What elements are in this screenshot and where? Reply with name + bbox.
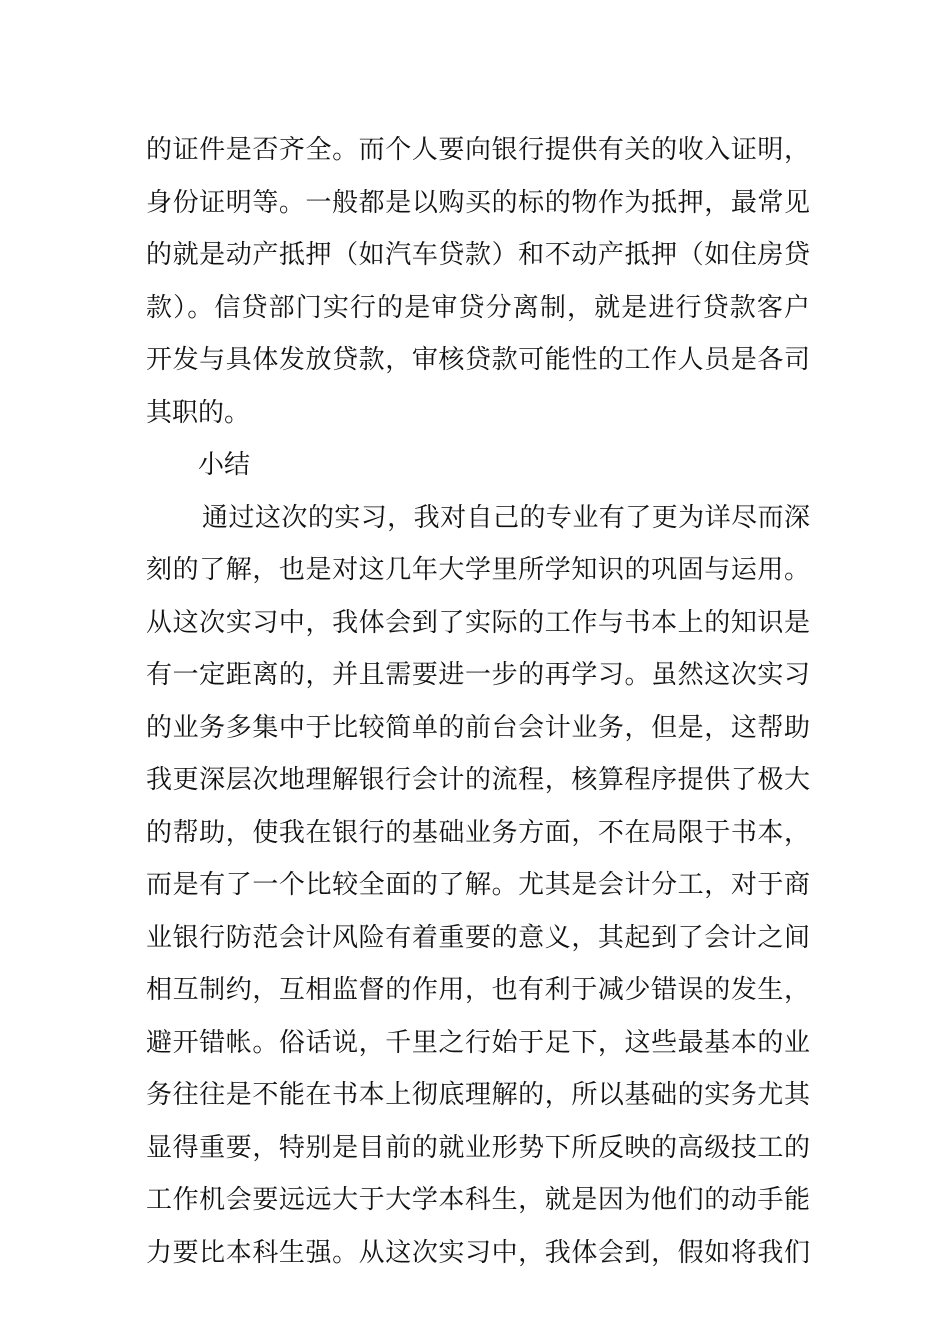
paragraph-line: 工作机会要远远大于大学本科生，就是因为他们的动手能 bbox=[146, 1185, 810, 1215]
paragraph-line: 的就是动产抵押（如汽车贷款）和不动产抵押（如住房贷 bbox=[146, 240, 810, 270]
paragraph-line: 的业务多集中于比较简单的前台会计业务，但是，这帮助 bbox=[146, 712, 810, 743]
paragraph-line: 通过这次的实习，我对自己的专业有了更为详尽而深 bbox=[202, 502, 810, 533]
paragraph-line: 的证件是否齐全。而个人要向银行提供有关的收入证明， bbox=[146, 135, 810, 165]
paragraph-line: 其职的。 bbox=[146, 397, 251, 428]
paragraph-line: 开发与具体发放贷款，审核贷款可能性的工作人员是各司 bbox=[146, 345, 810, 375]
document-body bbox=[146, 124, 810, 1279]
paragraph-line: 而是有了一个比较全面的了解。尤其是会计分工，对于商 bbox=[146, 870, 810, 900]
paragraph-line: 身份证明等。一般都是以购买的标的物作为抵押，最常见 bbox=[146, 187, 810, 218]
section-heading: 小结 bbox=[198, 450, 251, 480]
paragraph-line: 力要比本科生强。从这次实习中，我体会到，假如将我们 bbox=[146, 1237, 810, 1268]
paragraph-line: 款）。信贷部门实行的是审贷分离制，就是进行贷款客户 bbox=[146, 292, 810, 323]
paragraph-line: 刻的了解，也是对这几年大学里所学知识的巩固与运用。 bbox=[146, 555, 810, 585]
paragraph-line: 相互制约，互相监督的作用，也有利于减少错误的发生， bbox=[146, 975, 810, 1005]
paragraph-line: 我更深层次地理解银行会计的流程，核算程序提供了极大 bbox=[146, 765, 810, 795]
paragraph-line: 务往往是不能在书本上彻底理解的，所以基础的实务尤其 bbox=[146, 1080, 810, 1110]
paragraph-line: 业银行防范会计风险有着重要的意义，其起到了会计之间 bbox=[146, 922, 810, 953]
paragraph-line: 避开错帐。俗话说，千里之行始于足下，这些最基本的业 bbox=[146, 1027, 810, 1058]
paragraph-line: 的帮助，使我在银行的基础业务方面，不在局限于书本， bbox=[146, 817, 810, 848]
paragraph-line: 显得重要，特别是目前的就业形势下所反映的高级技工的 bbox=[146, 1132, 810, 1163]
paragraph-line: 从这次实习中，我体会到了实际的工作与书本上的知识是 bbox=[146, 607, 810, 638]
paragraph-line: 有一定距离的，并且需要进一步的再学习。虽然这次实习 bbox=[146, 660, 810, 690]
